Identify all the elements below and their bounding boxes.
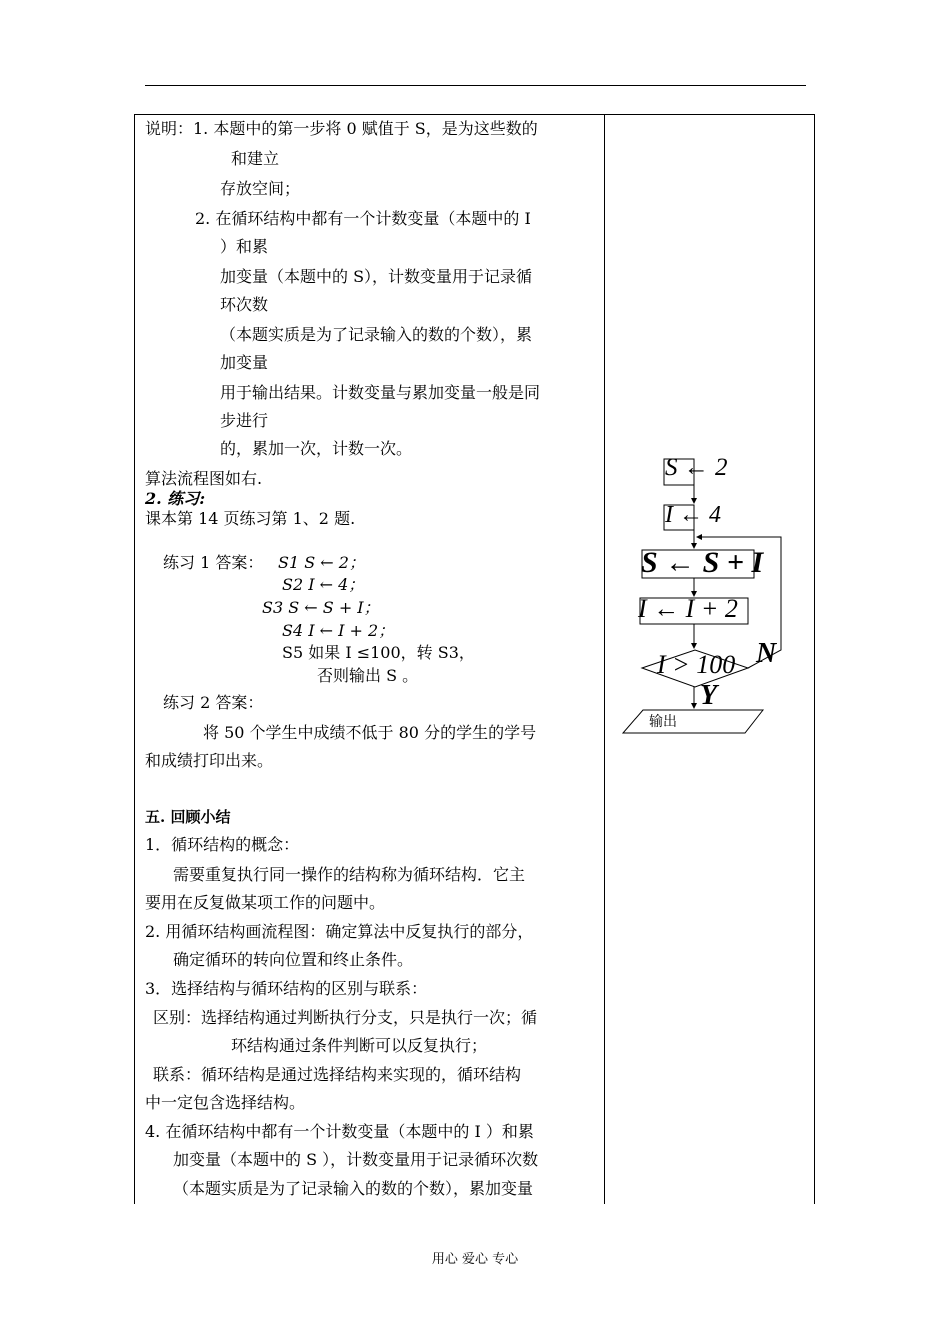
decision-label: I > 100: [657, 650, 736, 679]
review-line: 区别：选择结构通过判断执行分支，只是执行一次；循: [153, 1008, 538, 1027]
answer-1-label: 练习 1 答案：: [163, 553, 264, 572]
review-line: 加变量（本题中的 S ），计数变量用于记录循环次数: [173, 1150, 539, 1169]
output-label: 输出: [649, 714, 677, 730]
answer-1-step: S1 S ← 2；: [278, 553, 365, 572]
output-parallelogram: [623, 710, 763, 733]
flowchart: [605, 440, 815, 760]
accumulate-label: S ← S + I: [641, 546, 764, 579]
exercise-heading: 2. 练习:: [145, 489, 206, 508]
assign-i-label: I ← 4: [665, 502, 721, 528]
review-line: 确定循环的转向位置和终止条件。: [173, 950, 414, 969]
note-line: 加变量（本题中的 S），计数变量用于记录循: [220, 267, 533, 286]
review-line: 需要重复执行同一操作的结构称为循环结构．它主: [173, 865, 526, 884]
note-line: 的，累加一次，计数一次。: [220, 439, 413, 458]
review-line: 中一定包含选择结构。: [145, 1093, 306, 1112]
review-line: 要用在反复做某项工作的问题中。: [145, 893, 386, 912]
note-line: 步进行: [220, 411, 269, 430]
review-line: （本题实质是为了记录输入的数的个数），累加变量: [173, 1179, 534, 1198]
no-branch-label: N: [756, 638, 777, 669]
increment-label: I ← I + 2: [638, 594, 738, 623]
assign-s-label: S ← 2: [665, 454, 728, 481]
flow-note: 算法流程图如右.: [145, 469, 263, 488]
answer-1-step: S5 如果 I ≤100，转 S3，: [282, 643, 475, 662]
review-line: 3．选择结构与循环结构的区别与联系：: [145, 979, 428, 998]
note-line: 存放空间；: [220, 179, 301, 198]
note-line: 2. 在循环结构中都有一个计数变量（本题中的 I: [195, 209, 531, 228]
note-line: 说明：1. 本题中的第一步将 0 赋值于 S，是为这些数的: [145, 119, 538, 138]
note-line: 用于输出结果。计数变量与累加变量一般是同: [220, 383, 541, 402]
answer-1-step: 否则输出 S 。: [317, 666, 419, 685]
review-line: 1．循环结构的概念：: [145, 835, 300, 854]
review-line: 4. 在循环结构中都有一个计数变量（本题中的 I ）和累: [145, 1122, 534, 1141]
note-line: 环次数: [220, 295, 269, 314]
note-line: 加变量: [220, 353, 269, 372]
review-line: 联系：循环结构是通过选择结构来实现的，循环结构: [153, 1065, 522, 1084]
note-line: 和建立: [231, 149, 280, 168]
answer-1-step: S3 S ← S + I；: [262, 598, 380, 617]
review-heading: 五. 回顾小结: [145, 808, 231, 826]
review-line: 2. 用循环结构画流程图：确定算法中反复执行的部分，: [145, 922, 534, 941]
review-line: 环结构通过条件判断可以反复执行；: [231, 1036, 488, 1055]
note-line: ）和累: [220, 237, 269, 256]
yes-branch-label: Y: [700, 680, 718, 711]
answer-2-line: 和成绩打印出来。: [145, 751, 274, 770]
answer-2-line: 将 50 个学生中成绩不低于 80 分的学生的学号: [203, 723, 537, 742]
exercise-ref: 课本第 14 页练习第 1、2 题.: [145, 509, 356, 528]
header-rule: [145, 85, 806, 86]
answer-2-label: 练习 2 答案：: [163, 693, 264, 712]
note-line: （本题实质是为了记录输入的数的个数），累: [220, 325, 533, 344]
page-footer: 用心 爱心 专心: [431, 1252, 519, 1267]
answer-1-step: S2 I ← 4；: [282, 575, 365, 594]
answer-1-step: S4 I ← I + 2；: [282, 621, 395, 640]
